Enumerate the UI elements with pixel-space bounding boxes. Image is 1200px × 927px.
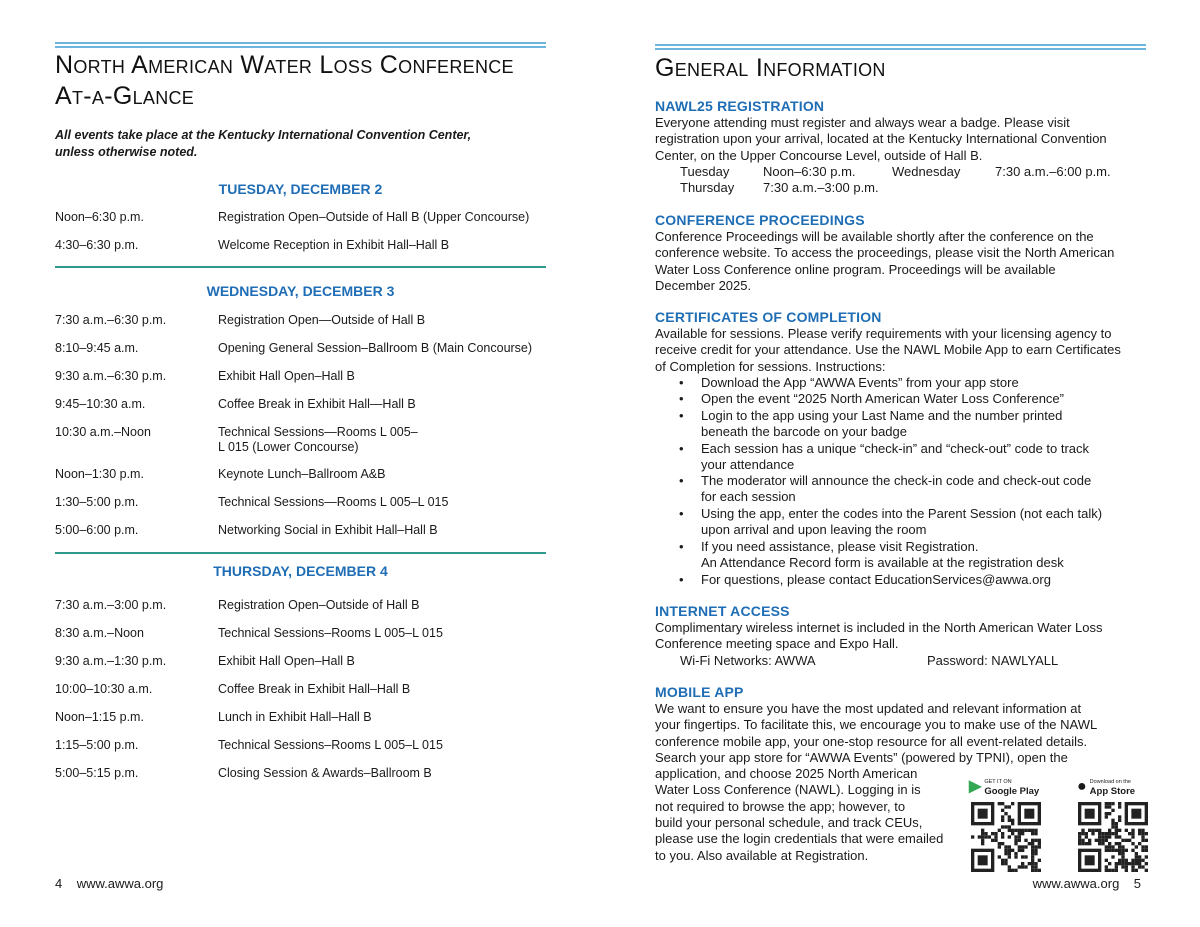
hours-day: Thursday	[680, 180, 735, 195]
hours-time: Noon–6:30 p.m.	[763, 164, 856, 179]
section-divider	[55, 266, 546, 268]
internet-text: Complimentary wireless internet is included in the North American Water Loss Conference meeting space and Expo Hall.	[655, 620, 1103, 652]
wifi-password: Password: NAWLYALL	[927, 653, 1059, 668]
internet-heading: INTERNET ACCESS	[655, 603, 790, 619]
certificates-text: Available for sessions. Please verify requirements with your licensing agency to receive credit for your attendance. Use the NAWL Mobile App to earn Certificates of Completion for sessions. Instructions:	[655, 326, 1121, 374]
hours-day: Tuesday	[680, 164, 730, 179]
top-double-rule	[655, 44, 1146, 50]
hours-time: 7:30 a.m.–3:00 p.m.	[763, 180, 879, 195]
mobile-app-heading: MOBILE APP	[655, 684, 744, 700]
section-divider	[55, 552, 546, 554]
mobile-app-text: We want to ensure you have the most updated and relevant information at your fingertips. To facilitate this, we encourage you to make use of the NAWL conference mobile app, your one-stop resource for all event-related details. Search your app store for “AWWA Events” (powered by TPNI), open the application, and choose 2025 North American Water Loss Conference (NAWL). Logging in is not required to browse the app; however, to build your personal schedule, and track CEUs, please use the login credentials that were emailed to you. Also available at Registration.	[655, 701, 1098, 863]
app-store-badge[interactable]: ● Download on the App Store	[1077, 778, 1136, 797]
left-footer	[55, 876, 163, 891]
google-play-qr-code[interactable]	[971, 802, 1041, 872]
google-play-badge[interactable]: ▶ GET IT ON Google Play	[969, 778, 1040, 797]
registration-heading: NAWL25 REGISTRATION	[655, 98, 825, 114]
venue-note: All events take place at the Kentucky International Convention Center, unless otherwise noted.	[55, 128, 472, 159]
day-heading-tuesday: TUESDAY, DECEMBER 2	[218, 181, 383, 197]
google-play-icon: ▶	[969, 778, 982, 795]
right-page: General Information NAWL25 REGISTRATION Everyone attending must register and always wear a badge. Please visit registration upon your arrival, located at the Kentucky International Convention Center, on the Upper Concourse Level, outside of Hall B. Tuesday Noon–6:30 p.m. Wednesday 7:30 a.m.–6:00 p.m. Thursday 7:30 a.m.–3:00 p.m. CONFERENCE PROCEEDINGS Conference Proceedings will be available shortly after the conference on the conference website. To access the proceedings, please visit the North American Water Loss Conference online program. Proceedings will be available December 2025. CERTIFICATES OF COMPLETION Available for sessions. Please verify requirements with your licensing agency to receive credit for your attendance. Use the NAWL Mobile App to earn Certificates of Completion for sessions. Instructions: • Download the App “AWWA Events” from your app store • Open the event “2025 North American Water Loss Conference” • Login to the app using your Last Name and the number printed beneath the barcode on your badge • Each session has a unique “check-in” and “check-out” code to track your attendance • The moderator will announce the check-in code and check-out code for each session • Using the app, enter the codes into the Parent Session (not each talk) upon arrival and upon leaving the room • If you need assistance, please visit Registration. An Attendance Record form is available at the registration desk • For questions, please contact EducationServices@awwa.org INTERNET ACCESS Complimentary wireless internet is included in the North American Water Loss Conference meeting space and Expo Hall. Wi-Fi Networks: AWWA Password: NAWLYALL MOBILE APP We want to ensure you have the most updated and relevant information at your fingertips. To facilitate this, we encourage you to make use of the NAWL conference mobile app, your one-stop resource for all event-related details. Search your app store for “AWWA Events” (powered by TPNI), open the application, and choose 2025 North American Water Loss Conference (NAWL). Logging in is not required to browse the app; however, to build your personal schedule, and track CEUs, please use the login credentials that were emailed to you. Also available at Registration. ▶ GET IT ON Google Play ● Download on the App Store www.awwa.org 5	[655, 0, 1146, 927]
day-heading-thursday: THURSDAY, DECEMBER 4	[213, 563, 388, 579]
website-link[interactable]: www.awwa.org	[76, 876, 164, 891]
website-link[interactable]: www.awwa.org	[1032, 876, 1120, 891]
page-title-line2: At-a-Glance	[55, 82, 195, 110]
hours-day: Wednesday	[892, 164, 961, 179]
right-footer	[1033, 876, 1141, 891]
page-title-line1: North American Water Loss Conference	[55, 51, 514, 79]
page-title: General Information	[655, 54, 886, 82]
registration-text: Everyone attending must register and always wear a badge. Please visit registration upon your arrival, located at the Kentucky International Convention Center, on the Upper Concourse Level, outside of Hall B.	[655, 115, 1107, 163]
proceedings-heading: CONFERENCE PROCEEDINGS	[655, 212, 865, 228]
page-number: 5	[1133, 876, 1141, 891]
proceedings-text: Conference Proceedings will be available shortly after the conference on the conference website. To access the proceedings, please visit the North American Water Loss Conference online program. Proceedings will be available December 2025.	[655, 229, 1115, 293]
wifi-network: Wi-Fi Networks: AWWA	[680, 653, 816, 668]
hours-time: 7:30 a.m.–6:00 p.m.	[995, 164, 1111, 179]
certificates-heading: CERTIFICATES OF COMPLETION	[655, 309, 882, 325]
left-page: North American Water Loss Conference At-a-Glance All events take place at the Kentucky International Convention Center, unless otherwise noted. TUESDAY, DECEMBER 2 Noon–6:30 p.m. Registration Open–Outside of Hall B (Upper Concourse) 4:30–6:30 p.m. Welcome Reception in Exhibit Hall–Hall B WEDNESDAY, DECEMBER 3 7:30 a.m.–6:30 p.m. Registration Open—Outside of Hall B 8:10–9:45 a.m. Opening General Session–Ballroom B (Main Concourse) 9:30 a.m.–6:30 p.m. Exhibit Hall Open–Hall B 9:45–10:30 a.m. Coffee Break in Exhibit Hall—Hall B 10:30 a.m.–Noon Technical Sessions—Rooms L 005– L 015 (Lower Concourse) Noon–1:30 p.m. Keynote Lunch–Ballroom A&B 1:30–5:00 p.m. Technical Sessions—Rooms L 005–L 015 5:00–6:00 p.m. Networking Social in Exhibit Hall–Hall B THURSDAY, DECEMBER 4 7:30 a.m.–3:00 p.m. Registration Open–Outside of Hall B 8:30 a.m.–Noon Technical Sessions–Rooms L 005–L 015 9:30 a.m.–1:30 p.m. Exhibit Hall Open–Hall B 10:00–10:30 a.m. Coffee Break in Exhibit Hall–Hall B Noon–1:15 p.m. Lunch in Exhibit Hall–Hall B 1:15–5:00 p.m. Technical Sessions–Rooms L 005–L 015 5:00–5:15 p.m. Closing Session & Awards–Ballroom B 4 www.awwa.org	[55, 0, 546, 927]
top-double-rule	[55, 42, 546, 48]
day-heading-wednesday: WEDNESDAY, DECEMBER 3	[206, 283, 395, 299]
page-number: 4	[55, 876, 63, 891]
apple-icon: ●	[1077, 778, 1087, 795]
app-store-qr-code[interactable]	[1078, 802, 1148, 872]
